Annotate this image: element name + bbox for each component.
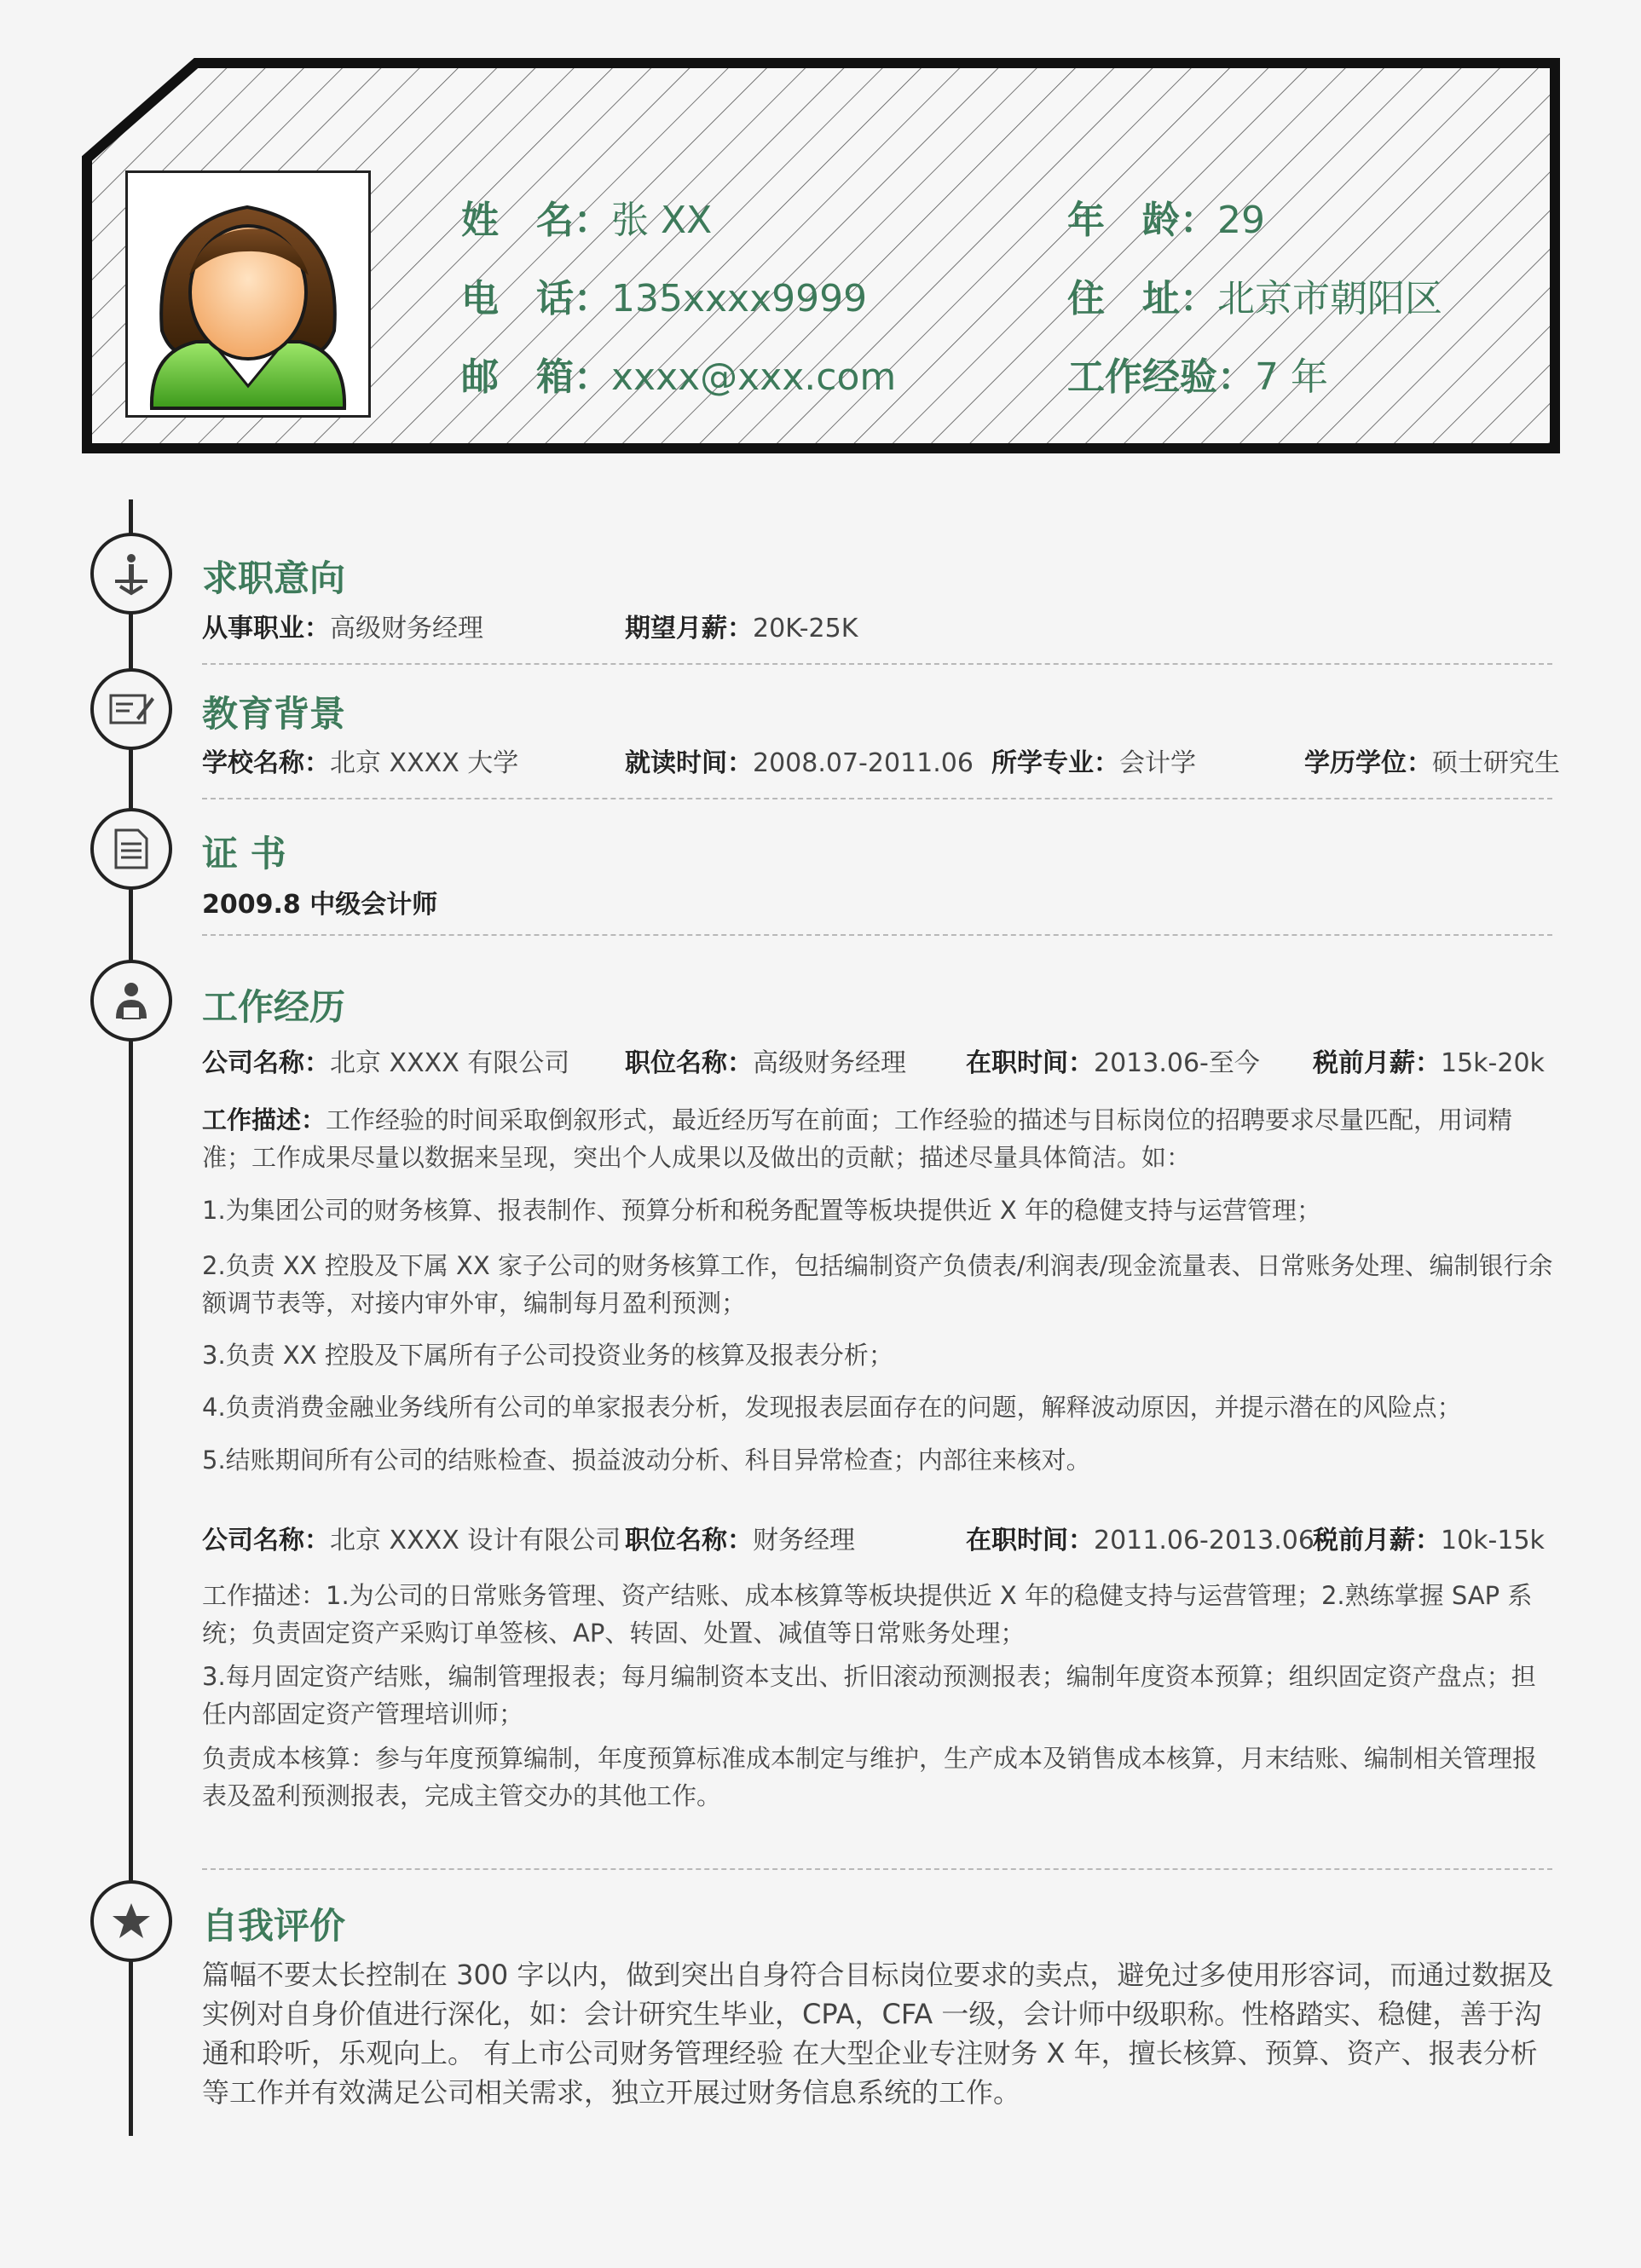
job1-point: 1.为集团公司的财务核算、报表制作、预算分析和税务配置等板块提供近 X 年的稳健支持与运营管理； [202, 1196, 1321, 1225]
job2-point: 工作描述：1.为公司的日常账务管理、资产结账、成本核算等板块提供近 X 年的稳健支持与运营管理；2.熟练掌握 SAP 系统；负责固定资产采购订单签核、AP、转固、处置、减值等日常账务处理； [202, 1581, 1533, 1648]
intent-salary-value: 20K-25K [753, 614, 858, 643]
job1-pay-row [1313, 1042, 1545, 1079]
intent-icon-circle [90, 533, 172, 615]
job1-pay-label: 税前月薪： [1313, 1048, 1441, 1078]
education-time-label: 就读时间： [625, 748, 753, 778]
document-icon [113, 827, 150, 871]
job1-description-label: 工作描述： [202, 1105, 326, 1134]
age-row [1067, 189, 1265, 244]
education-major-value: 会计学 [1119, 748, 1196, 778]
job2-point: 3.每月固定资产结账，编制管理报表；每月编制资本支出、折旧滚动预测报表；编制年度资本预算；组织固定资产盘点；担任内部固定资产管理培训师； [202, 1662, 1536, 1728]
job2-period-row [966, 1519, 1315, 1556]
education-time-row [625, 742, 974, 779]
certificates-title: 证 书 [202, 833, 286, 874]
email-label: 邮 箱： [461, 355, 611, 399]
divider [202, 663, 1552, 665]
phone-value: 135xxxx9999 [611, 277, 868, 320]
email-row [461, 346, 896, 401]
education-icon-circle [90, 668, 172, 750]
job1-company-row [202, 1042, 569, 1079]
education-major-label: 所学专业： [991, 748, 1119, 778]
job2-company-label: 公司名称： [202, 1526, 330, 1555]
education-degree-value: 硕士研究生 [1432, 748, 1560, 778]
divider [202, 798, 1552, 799]
job1-point: 2.负责 XX 控股及下属 XX 家子公司的财务核算工作，包括编制资产负债表/利润表/现金流量表、日常账务处理、编制银行余额调节表等，对接内审外审，编制每月盈利预测； [202, 1251, 1553, 1318]
job1-description [202, 1101, 1557, 1176]
work-title: 工作经历 [202, 986, 346, 1028]
education-degree-label: 学历学位： [1304, 748, 1432, 778]
divider [202, 1868, 1552, 1870]
name-row [461, 189, 712, 244]
certificate-pen-icon [107, 689, 155, 730]
intent-job-label: 从事职业： [202, 614, 330, 643]
phone-row [461, 268, 867, 322]
job1-period-value: 2013.06-至今 [1094, 1048, 1260, 1078]
compass-icon [108, 551, 154, 597]
job2-pay-value: 10k-15k [1441, 1526, 1545, 1555]
intent-job-row [202, 607, 483, 644]
avatar [125, 170, 371, 418]
job1-description-text: 工作经验的时间采取倒叙形式，最近经历写在前面；工作经验的描述与目标岗位的招聘要求尽量匹配，用词精准；工作成果尽量以数据来呈现，突出个人成果以及做出的贡献；描述尽量具体简洁。如： [202, 1105, 1513, 1172]
age-value: 29 [1217, 199, 1265, 242]
star-icon [111, 1902, 152, 1941]
job1-company-value: 北京 XXXX 有限公司 [330, 1048, 570, 1078]
education-title: 教育背景 [202, 693, 346, 735]
worker-icon [111, 979, 152, 1022]
intent-salary-label: 期望月薪： [625, 614, 753, 643]
person-avatar-icon [128, 173, 368, 415]
intent-title: 求职意向 [202, 557, 346, 599]
education-degree-row [1304, 742, 1560, 779]
job2-position-value: 财务经理 [753, 1526, 855, 1555]
job2-position-row [625, 1519, 855, 1556]
work-icon-circle [90, 960, 172, 1042]
education-school-row [202, 742, 518, 779]
age-label: 年 龄： [1067, 199, 1217, 242]
job1-pay-value: 15k-20k [1441, 1048, 1545, 1078]
job1-company-label: 公司名称： [202, 1048, 330, 1078]
job1-period-row [966, 1042, 1260, 1079]
education-major-row [991, 742, 1196, 779]
job2-position-label: 职位名称： [625, 1526, 753, 1555]
job1-position-label: 职位名称： [625, 1048, 753, 1078]
address-row [1067, 268, 1442, 322]
job1-point: 5.结账期间所有公司的结账检查、损益波动分析、科目异常检查；内部往来核对。 [202, 1446, 1091, 1474]
job1-period-label: 在职时间： [966, 1048, 1094, 1078]
divider [202, 934, 1552, 936]
experience-value: 7 年 [1255, 355, 1328, 399]
email-value: xxxx@xxx.com [611, 355, 897, 399]
job2-pay-row [1313, 1519, 1545, 1556]
self-eval-text: 篇幅不要太长控制在 300 字以内，做到突出自身符合目标岗位要求的卖点，避免过多使用形容词，而通过数据及实例对自身价值进行深化，如：会计研究生毕业，CPA，CFA 一级，会计师中级职称。性格踏实、稳健，善于沟通和聆听，乐观向上。 有上市公司财务管理经验 在大型企业专注财务 X 年，擅长核算、预算、资产、报表分析等工作并有效满足公司相关需求，独立开展过财务信息系统的工作。 [202, 1959, 1554, 2109]
job2-point: 负责成本核算：参与年度预算编制，年度预算标准成本制定与维护，生产成本及销售成本核算，月末结账、编制相关管理报表及盈利预测报表，完成主管交办的其他工作。 [202, 1744, 1538, 1810]
job2-pay-label: 税前月薪： [1313, 1526, 1441, 1555]
education-time-value: 2008.07-2011.06 [753, 748, 974, 778]
job2-period-label: 在职时间： [966, 1526, 1094, 1555]
intent-salary-row [625, 607, 858, 644]
name-label: 姓 名： [461, 199, 611, 242]
address-value: 北京市朝阳区 [1217, 277, 1442, 320]
job1-position-row [625, 1042, 906, 1079]
job2-period-value: 2011.06-2013.06 [1094, 1526, 1315, 1555]
job2-company-value: 北京 XXXX 设计有限公司 [330, 1526, 621, 1555]
experience-row [1067, 346, 1328, 401]
education-school-label: 学校名称： [202, 748, 330, 778]
job1-point: 3.负责 XX 控股及下属所有子公司投资业务的核算及报表分析； [202, 1341, 893, 1370]
self-eval-title: 自我评价 [202, 1905, 346, 1947]
certificate-item: 2009.8 中级会计师 [202, 890, 438, 920]
job1-position-value: 高级财务经理 [753, 1048, 906, 1078]
self-eval-icon-circle [90, 1880, 172, 1962]
education-school-value: 北京 XXXX 大学 [330, 748, 519, 778]
job2-company-row [202, 1519, 621, 1556]
intent-job-value: 高级财务经理 [330, 614, 483, 643]
phone-label: 电 话： [461, 277, 611, 320]
name-value: 张 XX [611, 199, 713, 242]
certificate-icon-circle [90, 808, 172, 890]
job1-point: 4.负责消费金融业务线所有公司的单家报表分析，发现报表层面存在的问题，解释波动原因，并提示潜在的风险点； [202, 1393, 1462, 1422]
experience-label: 工作经验： [1067, 355, 1255, 399]
address-label: 住 址： [1067, 277, 1217, 320]
